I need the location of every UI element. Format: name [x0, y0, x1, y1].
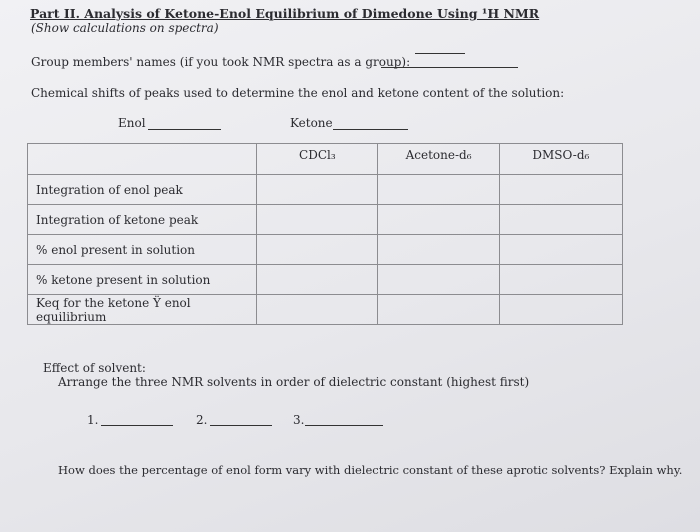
cell-input[interactable]: [257, 175, 378, 205]
table-row: [28, 265, 623, 295]
cell-input[interactable]: [378, 175, 499, 205]
cell-input[interactable]: [378, 265, 499, 295]
chemical-shifts-prompt: Chemical shifts of peaks used to determine the enol and ketone content of the solution:: [31, 86, 565, 100]
rank-1-field[interactable]: [101, 424, 173, 426]
table-row: [28, 175, 623, 205]
cell-input[interactable]: [499, 295, 622, 325]
header-cell-acetone: Acetone-d₆: [378, 144, 499, 175]
rank-2-field[interactable]: [210, 424, 272, 426]
group-members-field[interactable]: [381, 66, 518, 68]
question-text: How does the percentage of enol form vary with dielectric constant of these aprotic solvents? Explain why.: [58, 463, 683, 477]
cell-input[interactable]: [257, 265, 378, 295]
rank-1-label: 1.: [87, 413, 99, 427]
cell-input[interactable]: [257, 205, 378, 235]
row-label: Integration of enol peak: [28, 175, 257, 205]
row-label: % enol present in solution: [28, 235, 257, 265]
page-title: Part II. Analysis of Ketone-Enol Equilibrium of Dimedone Using ¹H NMR: [30, 6, 540, 21]
cell-input[interactable]: [499, 205, 622, 235]
group-members-label: Group members' names (if you took NMR spectra as a group):: [31, 55, 411, 69]
cell-input[interactable]: [499, 265, 622, 295]
table-row: [28, 295, 623, 325]
solvent-effect-instruction: Arrange the three NMR solvents in order of dielectric constant (highest first): [58, 375, 530, 389]
solvent-effect-heading: Effect of solvent:: [43, 361, 146, 375]
cell-input[interactable]: [378, 235, 499, 265]
results-table: [27, 143, 623, 325]
cell-input[interactable]: [257, 235, 378, 265]
header-cell-dmso: DMSO-d₆: [499, 144, 622, 175]
cell-input[interactable]: [499, 175, 622, 205]
cell-input[interactable]: [378, 205, 499, 235]
row-label: Keq for the ketone Ÿ enol equilibrium: [28, 295, 257, 325]
cell-input[interactable]: [499, 235, 622, 265]
table-row: [28, 205, 623, 235]
row-label: % ketone present in solution: [28, 265, 257, 295]
cell-input[interactable]: [378, 295, 499, 325]
enol-shift-label: Enol: [118, 116, 146, 130]
page-subtitle: (Show calculations on spectra): [31, 21, 219, 35]
header-cell-blank: [28, 144, 257, 175]
header-cell-cdcl3: CDCl₃: [257, 144, 378, 175]
row-label: Integration of ketone peak: [28, 205, 257, 235]
ketone-shift-field[interactable]: [333, 128, 408, 130]
rank-3-label: 3.: [293, 413, 305, 427]
table-header-row: [28, 144, 623, 175]
cell-input[interactable]: [257, 295, 378, 325]
extra-blank-line: [415, 52, 465, 54]
ketone-shift-label: Ketone: [290, 116, 333, 130]
rank-2-label: 2.: [196, 413, 208, 427]
enol-shift-field[interactable]: [148, 128, 221, 130]
rank-3-field[interactable]: [305, 424, 383, 426]
table-row: [28, 235, 623, 265]
